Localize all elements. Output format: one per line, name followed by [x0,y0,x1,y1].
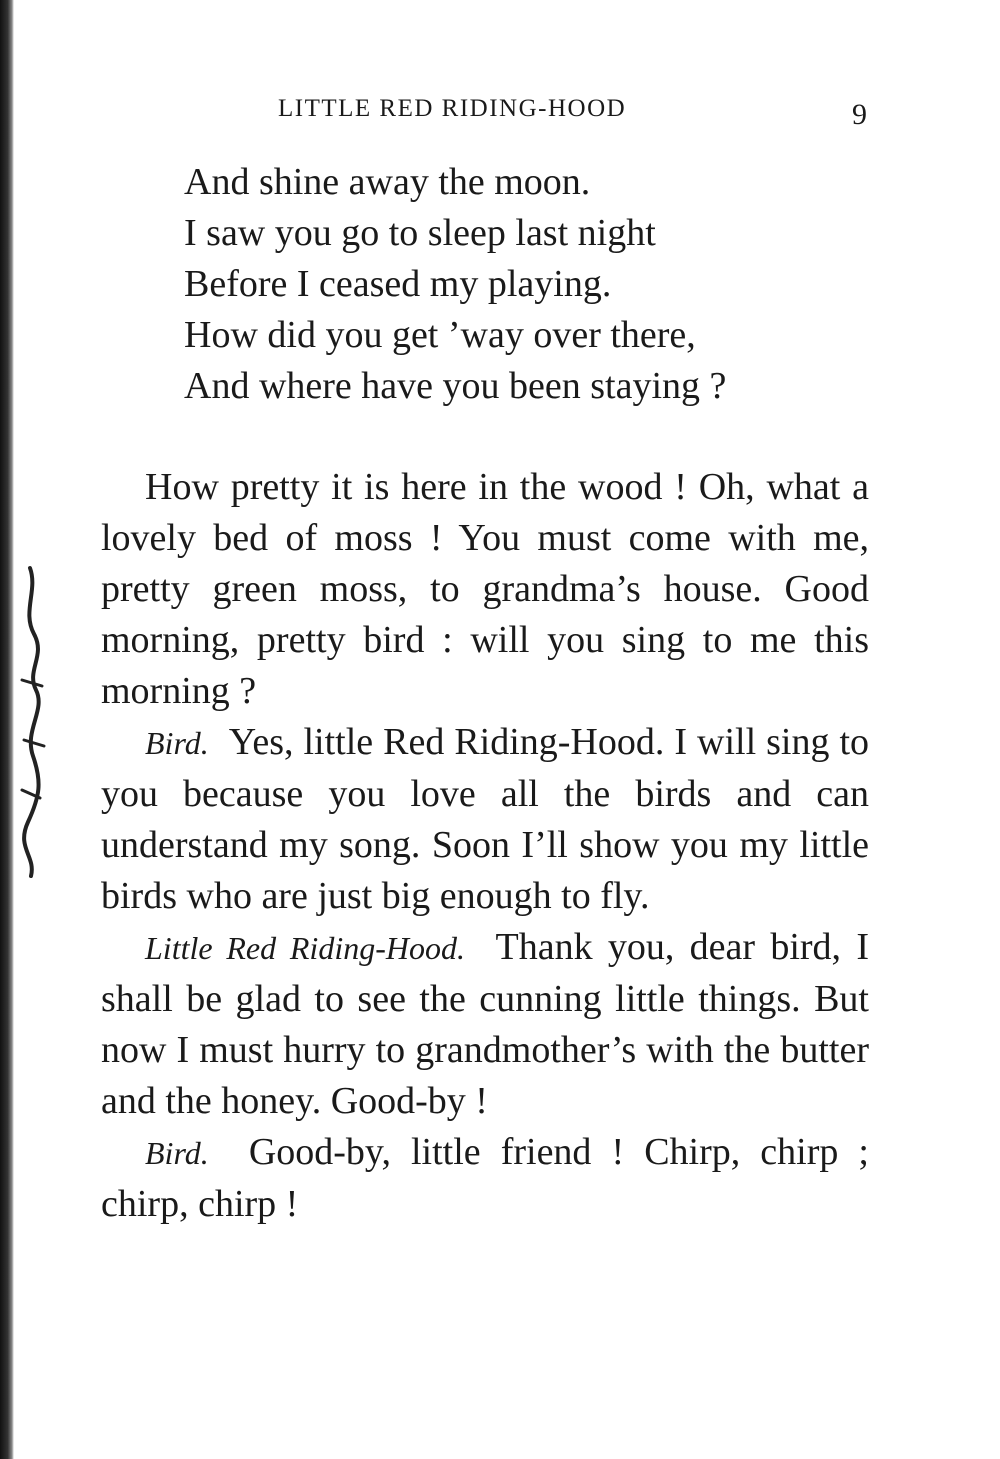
running-title: LITTLE RED RIDING-HOOD [278,95,627,122]
verse-line: And where have you been staying ? [184,365,727,407]
prose-body [101,462,869,1230]
speaker-label: Bird. [145,725,209,761]
page-number: 9 [852,98,867,131]
verse-line: Before I ceased my playing. [184,263,612,305]
verse-line: And shine away the moon. [184,161,591,203]
dialogue-text: Thank you, dear bird, I shall be glad to see the cunning little things. But now I must hurry to grandmother’s with the butter and the honey. Good-by ! [101,926,869,1122]
dialogue-text: Good-by, little friend ! Chirp, chirp ; chirp, chirp ! [101,1131,869,1225]
speaker-label: Bird. [145,1135,209,1171]
scribble-drawing [16,560,50,880]
page-header [0,95,1000,135]
speaker-label: Little Red Riding-Hood. [145,930,465,966]
verse-line: How did you get ’way over there, [184,314,696,356]
paragraph-narration: How pretty it is here in the wood ! Oh, what a lovely bed of moss ! You must come with me, pretty green moss, to grandma’s house. Good morning, pretty bird : will you sing to me this morning ? [101,466,869,712]
handwritten-margin-scribble [16,560,50,880]
verse-line: I saw you go to sleep last night [184,212,656,254]
verse-stanza [184,157,884,412]
dialogue-text: Yes, little Red Riding-Hood. I will sing to you because you love all the birds and can understand my song. Soon I’ll show you my little birds who are just big enough to fly. [101,721,870,917]
paragraph-bird-farewell [101,1127,869,1230]
page-binding-edge [0,0,14,1459]
paragraph-riding-hood-reply [101,922,869,1127]
paragraph-bird-reply [101,717,869,922]
